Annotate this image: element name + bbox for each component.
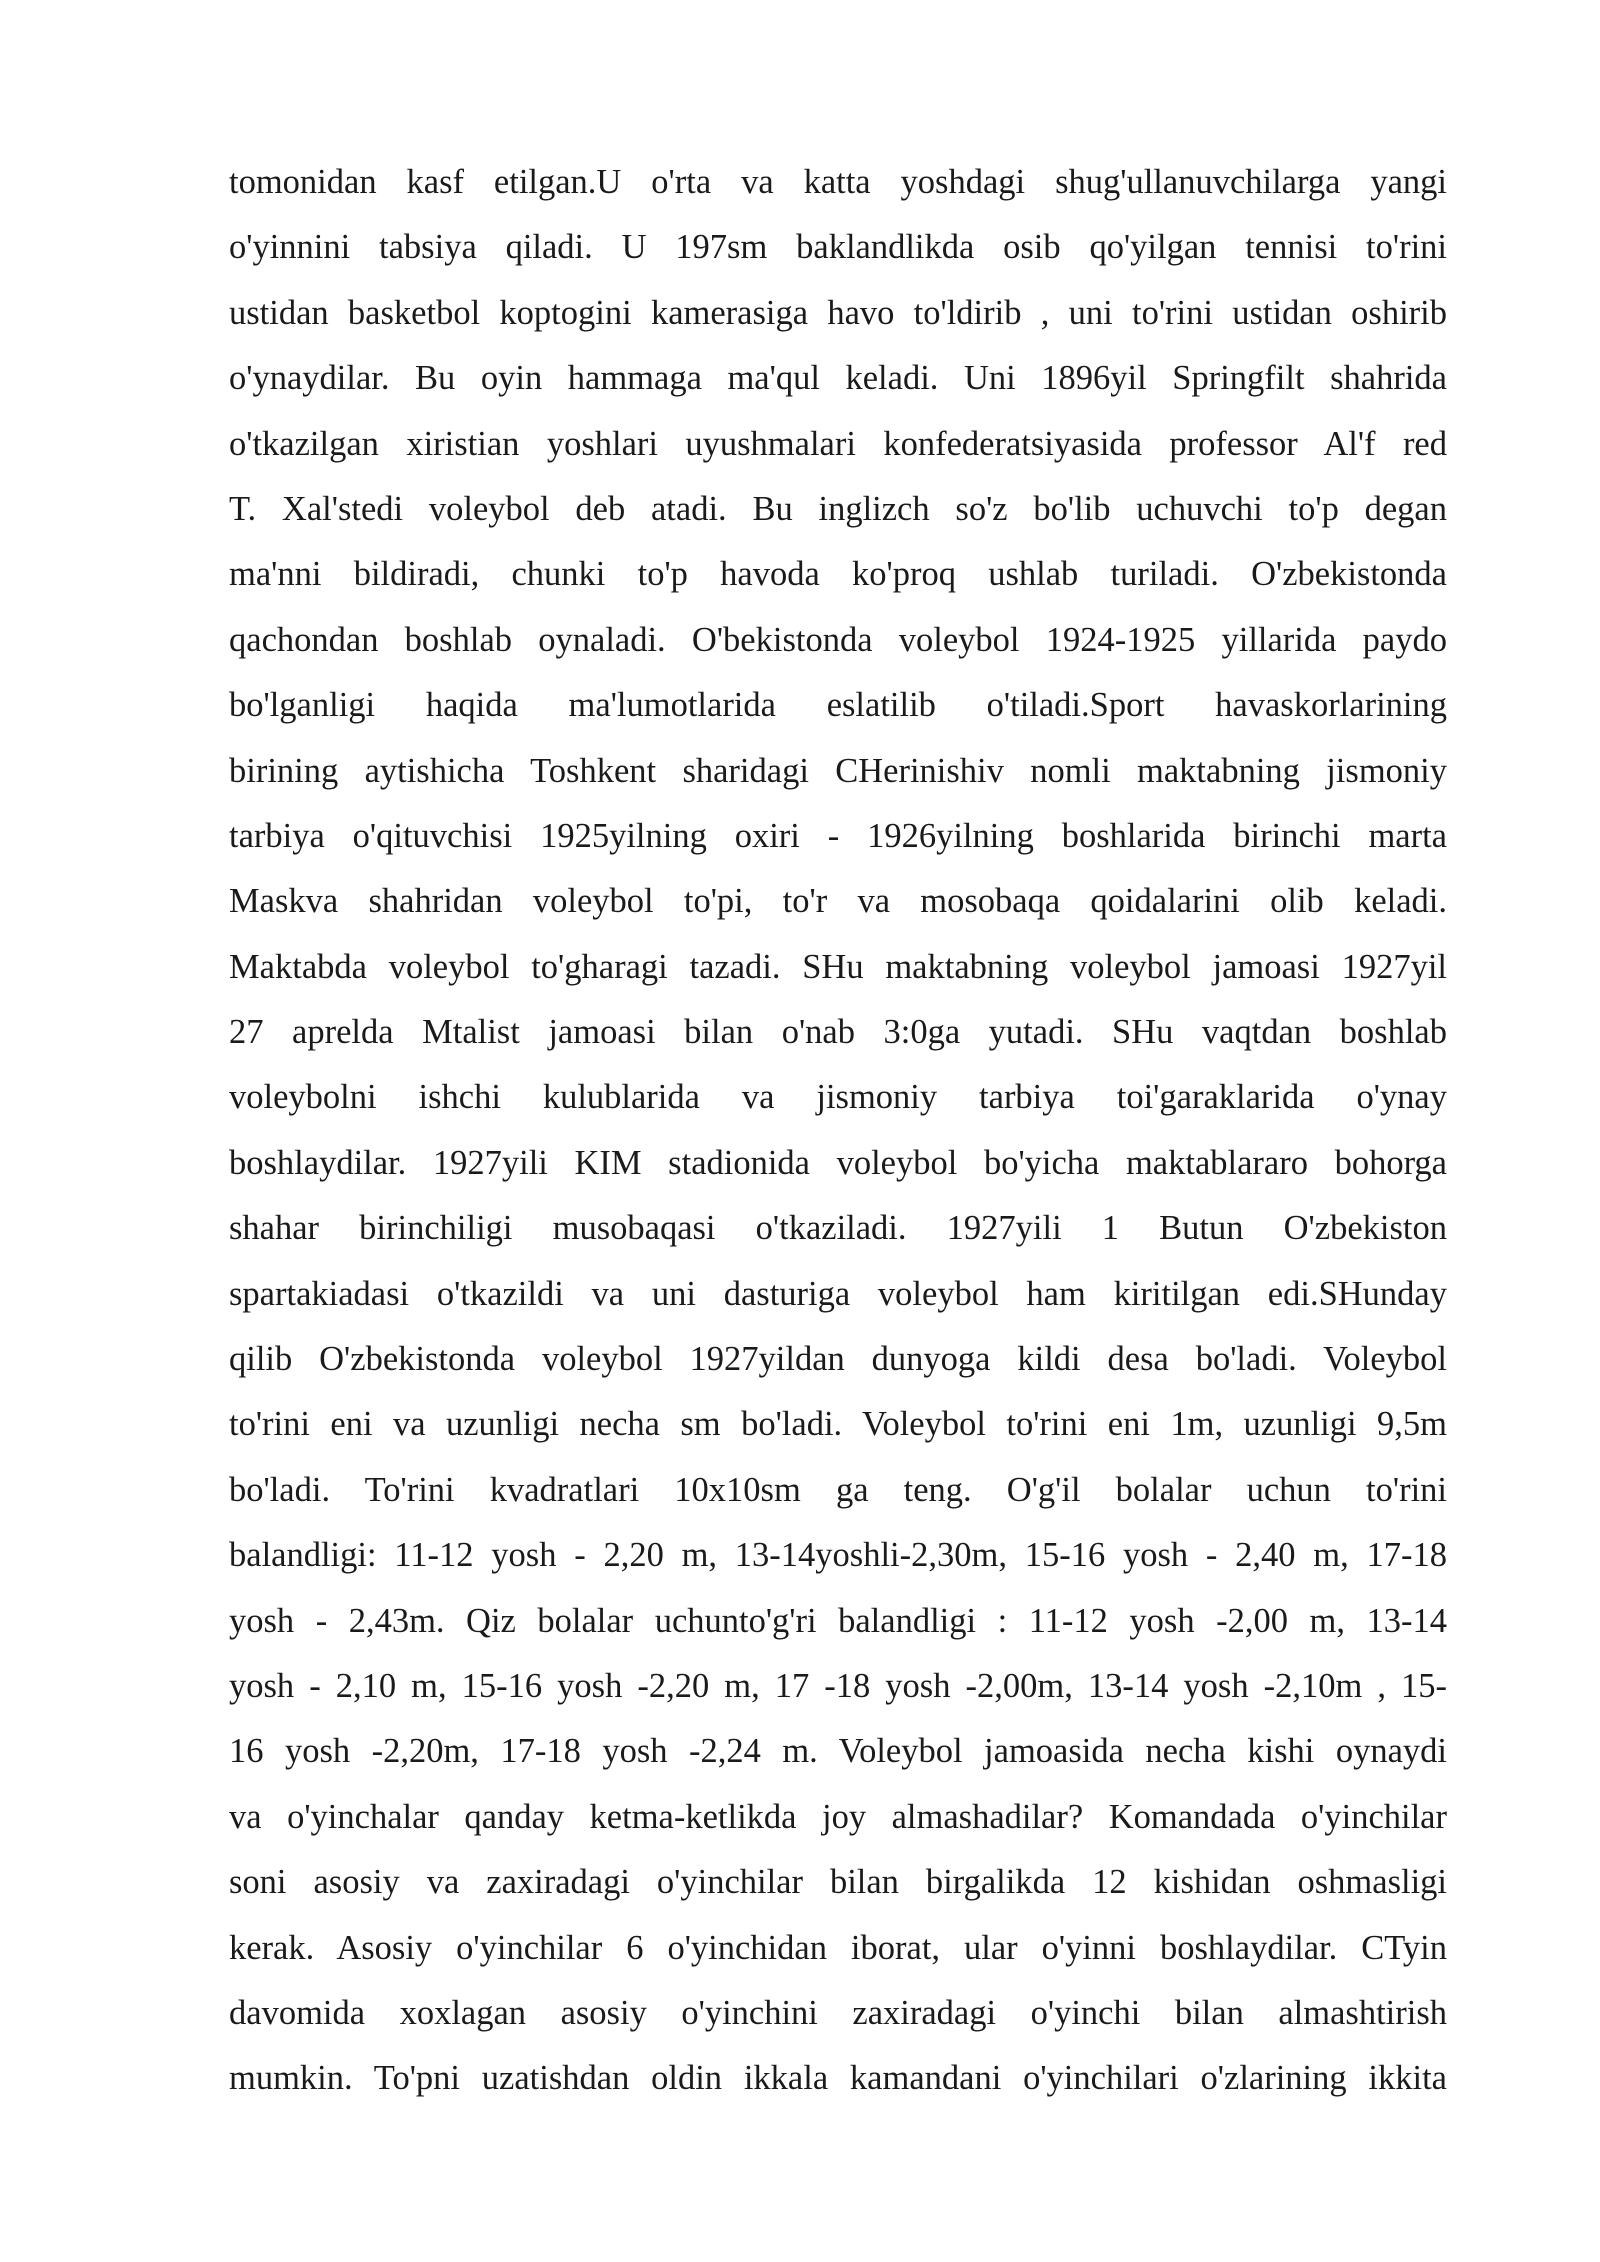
text-line: 16 yosh -2,20m, 17-18 yosh -2,24 m. Voleybol jamoasida necha kishi oynaydi: [229, 1732, 1447, 1771]
text-line: voleybolni ishchi kulublarida va jismoniy tarbiya toi'garaklarida o'ynay: [229, 1078, 1447, 1117]
text-line: qachondan boshlab oynaladi. O'bekistonda voleybol 1924-1925 yillarida paydo: [229, 620, 1447, 659]
text-line: T. Xal'stedi voleybol deb atadi. Bu inglizch so'z bo'lib uchuvchi to'p degan: [229, 489, 1447, 528]
text-line: o'ynaydilar. Bu oyin hammaga ma'qul keladi. Uni 1896yil Springfilt shahrida: [229, 359, 1447, 398]
text-line: 27 aprelda Mtalist jamoasi bilan o'nab 3:0ga yutadi. SHu vaqtdan boshlab: [229, 1013, 1447, 1052]
text-line: o'tkazilgan xiristian yoshlari uyushmalari konfederatsiyasida professor Al'f red: [229, 424, 1447, 463]
text-line: yosh - 2,43m. Qiz bolalar uchunto'g'ri balandligi : 11-12 yosh -2,00 m, 13-14: [229, 1601, 1447, 1640]
text-line: yosh - 2,10 m, 15-16 yosh -2,20 m, 17 -18 yosh -2,00m, 13-14 yosh -2,10m , 15-: [229, 1666, 1447, 1705]
text-line: Maktabda voleybol to'gharagi tazadi. SHu maktabning voleybol jamoasi 1927yil: [229, 947, 1447, 986]
text-line: o'yinnini tabsiya qiladi. U 197sm baklandlikda osib qo'yilgan tennisi to'rini: [229, 228, 1447, 267]
text-line: soni asosiy va zaxiradagi o'yinchilar bilan birgalikda 12 kishidan oshmasligi: [229, 1863, 1447, 1902]
text-line: balandligi: 11-12 yosh - 2,20 m, 13-14yoshli-2,30m, 15-16 yosh - 2,40 m, 17-18: [229, 1536, 1447, 1575]
text-line: qilib O'zbekistonda voleybol 1927yildan dunyoga kildi desa bo'ladi. Voleybol: [229, 1340, 1447, 1379]
text-line: shahar birinchiligi musobaqasi o'tkaziladi. 1927yili 1 Butun O'zbekiston: [229, 1209, 1447, 1248]
text-line: mumkin. To'pni uzatishdan oldin ikkala kamandani o'yinchilari o'zlarining ikkita: [229, 2059, 1447, 2098]
text-line: kerak. Asosiy o'yinchilar 6 o'yinchidan iborat, ular o'yinni boshlaydilar. CTyin: [229, 1928, 1447, 1967]
text-line: spartakiadasi o'tkazildi va uni dasturiga voleybol ham kiritilgan edi.SHunday: [229, 1274, 1447, 1313]
text-line: ustidan basketbol koptogini kamerasiga havo to'ldirib , uni to'rini ustidan oshirib: [229, 293, 1447, 332]
body-text: [229, 150, 1447, 2112]
text-line: birining aytishicha Toshkent sharidagi CHerinishiv nomli maktabning jismoniy: [229, 751, 1447, 790]
text-line: va o'yinchalar qanday ketma-ketlikda joy almashadilar? Komandada o'yinchilar: [229, 1797, 1447, 1836]
text-line: ma'nni bildiradi, chunki to'p havoda ko'proq ushlab turiladi. O'zbekistonda: [229, 555, 1447, 594]
text-line: tomonidan kasf etilgan.U o'rta va katta yoshdagi shug'ullanuvchilarga yangi: [229, 163, 1447, 201]
text-line: boshlaydilar. 1927yili KIM stadionida voleybol bo'yicha maktablararo bohorga: [229, 1143, 1447, 1182]
text-line: bo'ladi. To'rini kvadratlari 10x10sm ga teng. O'g'il bolalar uchun to'rini: [229, 1470, 1447, 1509]
text-line: to'rini eni va uzunligi necha sm bo'ladi. Voleybol to'rini eni 1m, uzunligi 9,5m: [229, 1405, 1447, 1444]
text-line: Maskva shahridan voleybol to'pi, to'r va mosobaqa qoidalarini olib keladi.: [229, 882, 1447, 921]
text-line: davomida xoxlagan asosiy o'yinchini zaxiradagi o'yinchi bilan almashtirish: [229, 1993, 1447, 2032]
text-line: bo'lganligi haqida ma'lumotlarida eslatilib o'tiladi.Sport havaskorlarining: [229, 686, 1447, 725]
text-line: tarbiya o'qituvchisi 1925yilning oxiri - 1926yilning boshlarida birinchi marta: [229, 816, 1447, 855]
